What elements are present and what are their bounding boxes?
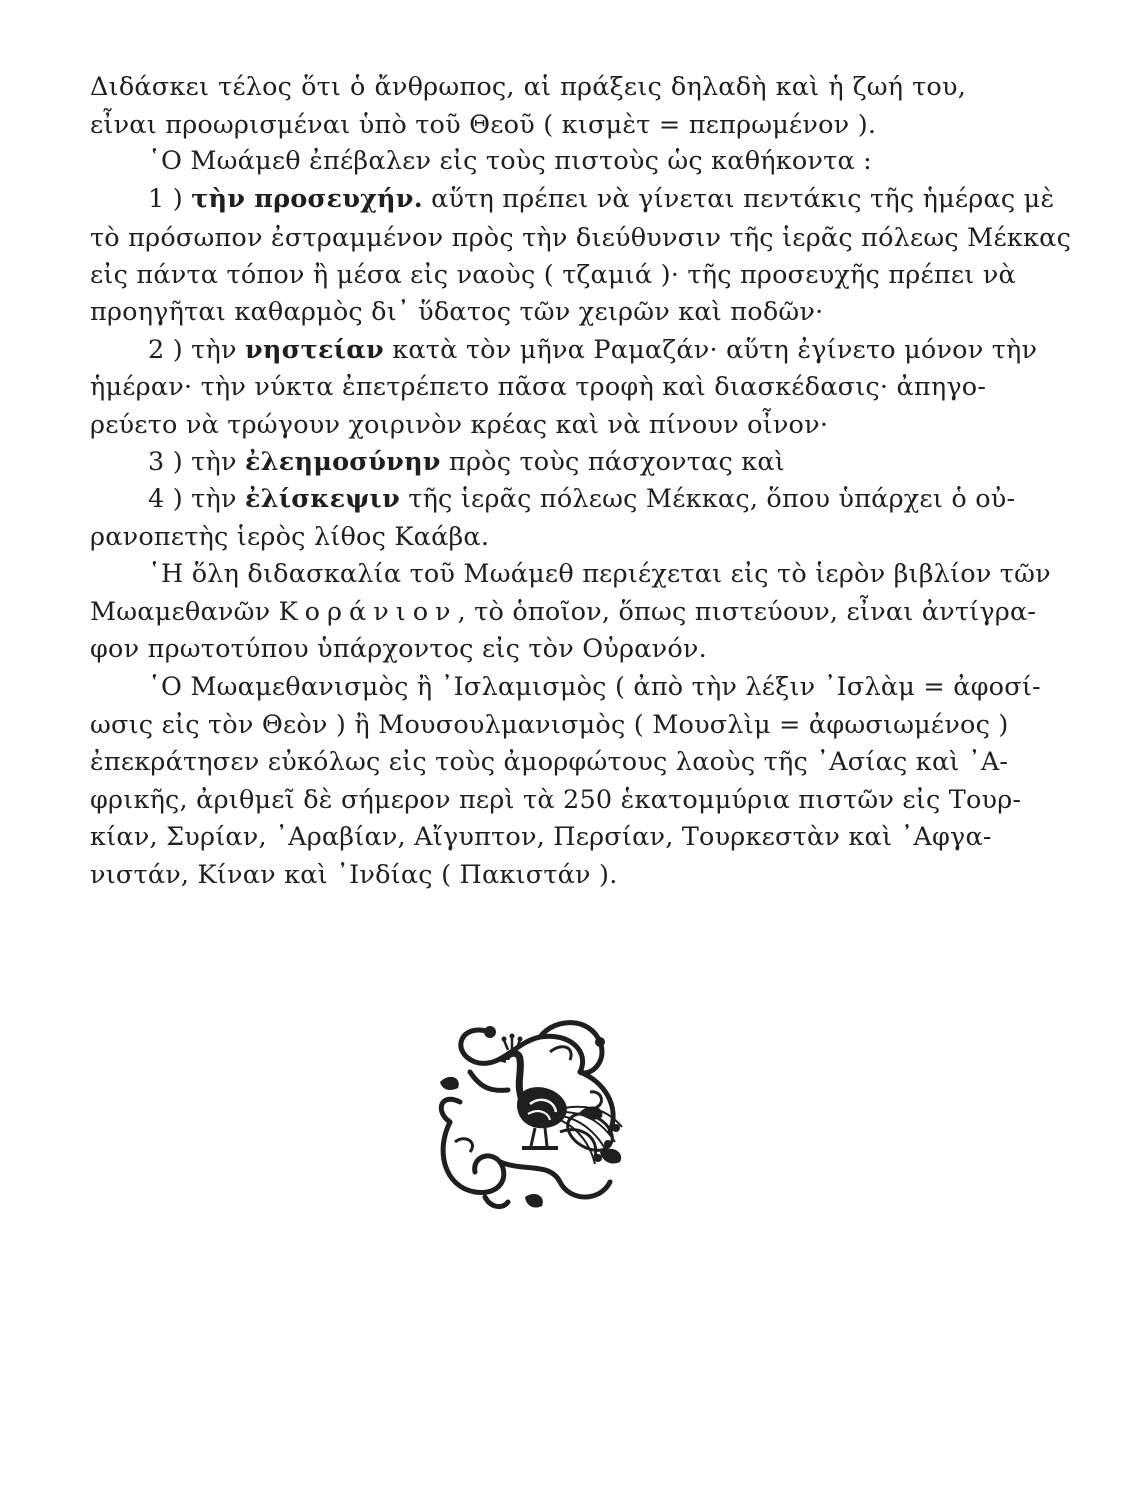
bold-term: ἐλεημοσύνην (244, 447, 441, 477)
text-line: τὸ πρόσωπον ἐστραμμένον πρὸς τὴν διεύθυνσιν τῆς ἱερᾶς πόλεως Μέκκας (90, 223, 1072, 253)
list-item: 2 ) τὴν νηστείαν κατὰ τὸν μῆνα Ραμαζάν· αὕτη ἐγίνετο μόνον τὴν (148, 335, 1038, 365)
text-line: εἶναι προωρισμέναι ὑπὸ τοῦ Θεοῦ ( κισμὲτ = πεπρωμένον ). (90, 110, 877, 140)
text-line: ῾Ο Μωαμεθανισμὸς ἢ ᾿Ισλαμισμὸς ( ἀπὸ τὴν λέξιν ᾿Ισλὰμ = ἀφοσί- (148, 672, 1041, 702)
list-item: 3 ) τὴν ἐλεημοσύνην πρὸς τοὺς πάσχοντας καὶ (148, 447, 786, 477)
text-line: Μωαμεθανῶν Κοράνιον, τὸ ὁποῖον, ὅπως πιστεύουν, εἶναι ἀντίγρα- (90, 597, 1037, 627)
text-line: φον πρωτοτύπου ὑπάρχοντος εἰς τὸν Οὐρανόν. (90, 634, 707, 664)
text-line: νιστάν, Κίναν καὶ ᾿Ινδίας ( Πακιστάν ). (90, 860, 618, 890)
text-line: ρανοπετὴς ἱερὸς λίθος Καάβα. (90, 522, 490, 552)
spaced-title: Κοράνιον (278, 597, 458, 627)
text-line: φρικῆς, ἀριθμεῖ δὲ σήμερον περὶ τὰ 250 ἑκατομμύρια πιστῶν εἰς Τουρ- (90, 785, 1022, 815)
peacock-vignette-icon (430, 1012, 630, 1218)
text-line: ἡμέραν· τὴν νύκτα ἐπετρέπετο πᾶσα τροφὴ καὶ διασκέδασις· ἀπηγο- (90, 372, 987, 402)
text-line: Διδάσκει τέλος ὅτι ὁ ἄνθρωπος, αἱ πράξεις δηλαδὴ καὶ ἡ ζωή του, (90, 72, 966, 102)
text-line: εἰς πάντα τόπον ἢ μέσα εἰς ναοὺς ( τζαμιά )· τῆς προσευχῆς πρέπει νὰ (90, 260, 1016, 290)
text-line: ωσις εἰς τὸν Θεὸν ) ἢ Μουσουλμανισμὸς ( Μουσλὶμ = ἀφωσιωμένος ) (90, 710, 1009, 740)
bold-term: ἐλίσκεψιν (244, 484, 400, 514)
text-line: ἐπεκράτησεν εὐκόλως εἰς τοὺς ἀμορφώτους λαοὺς τῆς ᾿Ασίας καὶ ᾿Α- (90, 747, 1009, 777)
bold-term: τὴν προσευχήν. (191, 184, 423, 214)
text-line: ρεύετο νὰ τρώγουν χοιρινὸν κρέας καὶ νὰ πίνουν οἶνον· (90, 410, 829, 440)
list-item: 4 ) τὴν ἐλίσκεψιν τῆς ἱερᾶς πόλεως Μέκκας, ὅπου ὑπάρχει ὁ οὐ- (148, 484, 1016, 514)
text-line: κίαν, Συρίαν, ᾿Αραβίαν, Αἴγυπτον, Περσίαν, Τουρκεστὰν καὶ ᾿Αφγα- (90, 822, 992, 852)
list-item: 1 ) τὴν προσευχήν. αὕτη πρέπει νὰ γίνεται πεντάκις τῆς ἡμέρας μὲ (148, 184, 1055, 214)
text-line: ῾Ο Μωάμεθ ἐπέβαλεν εἰς τοὺς πιστοὺς ὡς καθήκοντα : (148, 146, 872, 176)
text-line: προηγῆται καθαρμὸς δι᾿ ὕδατος τῶν χειρῶν καὶ ποδῶν· (90, 297, 824, 327)
text-line: ῾Η ὅλη διδασκαλία τοῦ Μωάμεθ περιέχεται εἰς τὸ ἱερὸν βιβλίον τῶν (148, 559, 1051, 589)
bold-term: νηστείαν (244, 335, 384, 365)
